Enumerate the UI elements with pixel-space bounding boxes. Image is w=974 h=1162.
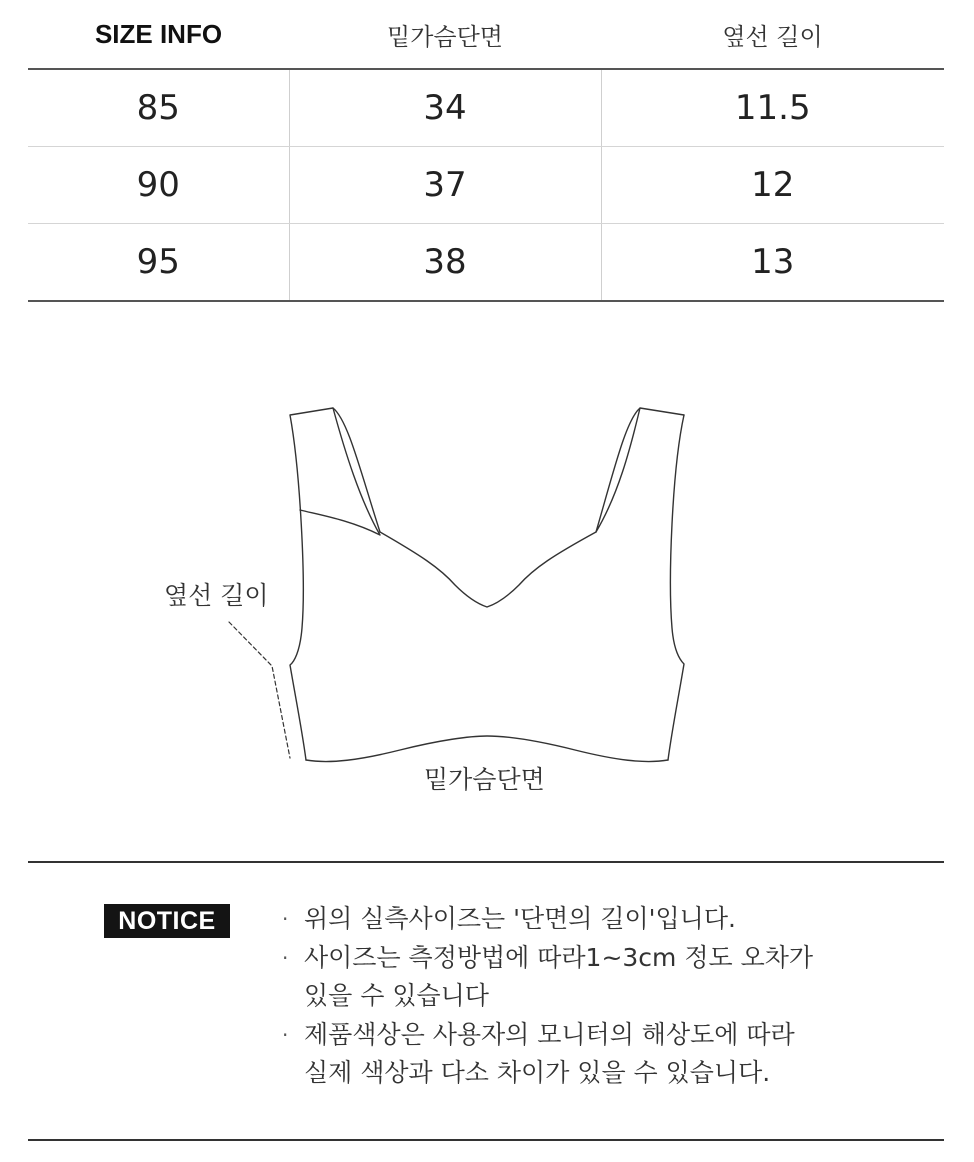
cell-side-length: 12 bbox=[601, 147, 944, 224]
garment-hem bbox=[306, 736, 668, 762]
bullet-icon: · bbox=[282, 946, 289, 970]
header-side-length: 옆선 길이 bbox=[601, 0, 944, 69]
header-size-info: SIZE INFO bbox=[28, 0, 289, 69]
notice-item-text-continued: 있을 수 있습니다 bbox=[304, 981, 489, 1010]
bullet-icon: · bbox=[282, 1023, 289, 1047]
side-length-label: 옆선 길이 bbox=[164, 581, 269, 610]
cell-side-length: 11.5 bbox=[601, 69, 944, 147]
garment-right-side bbox=[668, 415, 684, 760]
header-underbust: 밑가슴단면 bbox=[289, 0, 601, 69]
notice-item bbox=[282, 939, 922, 1015]
garment-left-strap-inner bbox=[333, 408, 380, 532]
garment-neckline bbox=[380, 532, 596, 607]
size-table-header-row bbox=[28, 0, 944, 69]
cell-side-length: 13 bbox=[601, 224, 944, 302]
table-row bbox=[28, 224, 944, 302]
notice-item-text: 위의 실측사이즈는 '단면의 길이'입니다. bbox=[304, 904, 736, 933]
side-length-dashed-line bbox=[229, 622, 290, 758]
notice-item-text: 제품색상은 사용자의 모니터의 해상도에 따라 bbox=[304, 1020, 795, 1049]
notice-item bbox=[282, 1016, 922, 1092]
table-row bbox=[28, 147, 944, 224]
cell-underbust: 38 bbox=[289, 224, 601, 302]
size-table bbox=[28, 0, 944, 302]
garment-left-outline bbox=[290, 408, 380, 760]
cell-underbust: 34 bbox=[289, 69, 601, 147]
notice-item bbox=[282, 900, 922, 938]
cell-size: 85 bbox=[28, 69, 289, 147]
cell-underbust: 37 bbox=[289, 147, 601, 224]
notice-list bbox=[282, 900, 922, 1093]
cell-size: 95 bbox=[28, 224, 289, 302]
notice-bottom-divider bbox=[28, 1139, 944, 1141]
notice-item-text: 사이즈는 측정방법에 따라1~3cm 정도 오차가 bbox=[304, 943, 814, 972]
garment-right-strap bbox=[596, 408, 684, 532]
bullet-icon: · bbox=[282, 907, 289, 931]
table-row bbox=[28, 69, 944, 147]
cell-size: 90 bbox=[28, 147, 289, 224]
underbust-label: 밑가슴단면 bbox=[424, 765, 545, 794]
notice-item-text-continued: 실제 색상과 다소 차이가 있을 수 있습니다. bbox=[304, 1058, 771, 1087]
notice-top-divider bbox=[28, 861, 944, 863]
notice-badge: NOTICE bbox=[104, 904, 230, 938]
